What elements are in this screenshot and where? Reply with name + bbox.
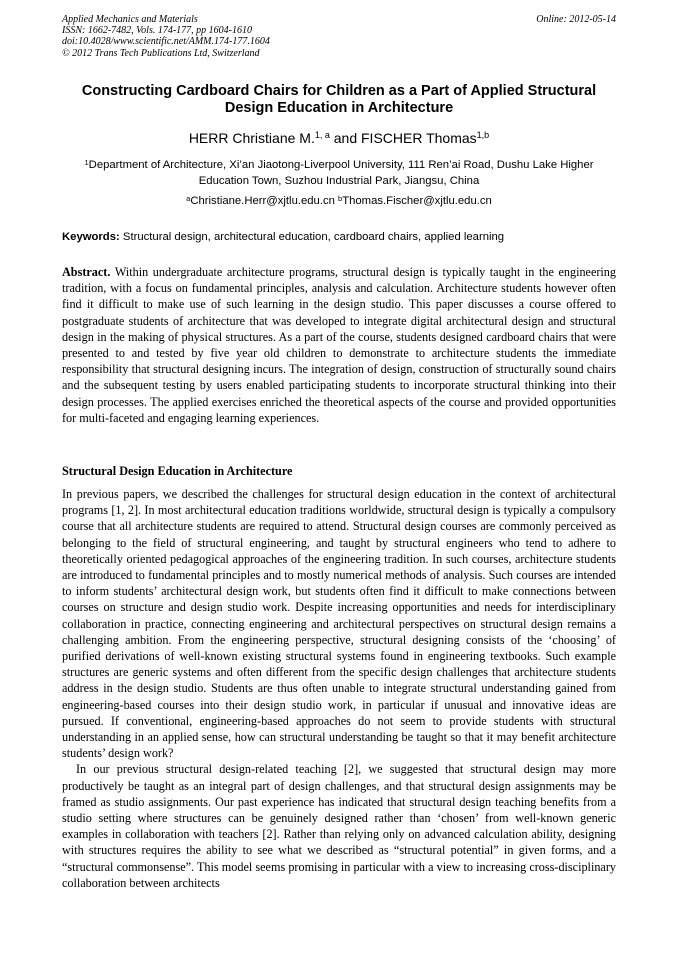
affiliation [62,157,616,189]
abstract-text: Within undergraduate architecture programs, structural design is typically taught in the engineering tradition, with a focus on fundamental principles, analysis and calculation. Architecture students however often find it difficult to make use of such learning in the design studio. This paper discusses a course offered to postgraduate students of architecture that was developed to integrate digital architectural design and structural design in the making of physical structures. As a part of the course, students designed cardboard chairs that were presented to and tested by five year old children to demonstrate to architecture students the immediate responsibility that structural designing incurs. The integration of design, construction of structurally sound chairs and the subsequent testing by users enabled participating students to incorporate structural thinking into their design processes. The applied exercises enriched the theoretical aspects of the course and provided opportunities for multi-faceted and engaging learning experiences. [62,265,616,425]
author-1-superscript: 1, a [314,130,330,140]
keywords-label: Keywords: [62,231,120,243]
journal-doi: doi:10.4028/www.scientific.net/AMM.174-177.1604 [62,36,270,48]
journal-info [62,14,270,59]
section-body [62,486,616,891]
paragraph-1: In previous papers, we described the challenges for structural design education in the context of architectural programs [1, 2]. In most architectural education traditions worldwide, structural design is typically a compulsory course that all architecture students are required to attend. Structural design courses are commonly perceived as belonging to the field of structural engineering, and taught by structural engineers who tend to adhere to theoretically oriented pedagogical approaches of the engineering tradition. In such courses, architecture students are introduced to fundamental principles and to mostly numerical methods of analysis. Such courses are intended to inform students’ architectural design work, but students often find it difficult to make connections between courses on structure and design studio work. Despite increasing opportunities and needs for interdisciplinary collaboration in practice, connecting engineering and architectural perspectives on structural design remains a challenging ambition. From the engineering perspective, structural designing consists of the ‘choosing’ of purified derivations of well-known existing structural systems found in engineering textbooks. Such example structures are generic systems and often different from the specific design challenges that architecture students address in the design studio. Students are thus often unable to integrate structural understanding gained from engineering-based courses into their design studio work, in particular if unusual and innovative ideas are pursued. If conventional, engineering-based approaches do not seem to provide students with structural understanding in an applied sense, how can structural understanding be taught so that it may benefit architecture students’ design work? [62,487,616,761]
journal-header [62,14,616,59]
affiliation-text: Department of Architecture, Xi’an Jiaotong-Liverpool University, 111 Ren’ai Road, Dushu Lake Higher Education Town, Suzhou Industrial Park, Jiangsu, China [88,159,594,187]
journal-name: Applied Mechanics and Materials [62,14,198,25]
journal-copyright: © 2012 Trans Tech Publications Ltd, Switzerland [62,47,260,59]
email-a: Christiane.Herr@xjtlu.edu.cn [190,195,335,207]
keywords [62,230,616,245]
paper-title: Constructing Cardboard Chairs for Children as a Part of Applied Structural Design Education in Architecture [81,83,597,116]
author-emails [62,193,616,209]
author-2-superscript: 1,b [476,130,490,140]
author-2: FISCHER Thomas [361,130,477,146]
section-heading: Structural Design Education in Architecture [62,464,293,478]
email-b: Thomas.Fischer@xjtlu.edu.cn [342,195,492,207]
author-list [62,129,616,147]
author-1: HERR Christiane M. [188,130,315,146]
abstract [62,264,616,426]
paragraph-2: In our previous structural design-related teaching [2], we suggested that structural design may more productively be taught as an integral part of design challenges, and that structural design assignments may be framed as studio assignments. Our past experience has indicated that structural design teaching benefits from a studio setting where structures can be genuinely designed rather than ‘chosen’ from well-known generic examples in collaboration with teachers [2]. Rather than relying only on advanced calculation ability, designing with structures requires the ability to see what we described as “structural potential” in given forms, and a “structural commonsense”. This model seems promising in particular with a view to increasing cross-disciplinary collaboration between architects [62,762,616,890]
email-a-superscript: a [186,194,191,203]
author-conjunction: and [333,130,358,146]
online-date: Online: 2012-05-14 [536,14,616,25]
keywords-text: Structural design, architectural education, cardboard chairs, applied learning [122,231,505,243]
journal-issn: ISSN: 1662-7482, Vols. 174-177, pp 1604-1610 [62,25,252,37]
abstract-label: Abstract. [62,265,111,279]
affiliation-superscript: 1 [84,158,89,167]
email-b-superscript: b [338,194,343,203]
